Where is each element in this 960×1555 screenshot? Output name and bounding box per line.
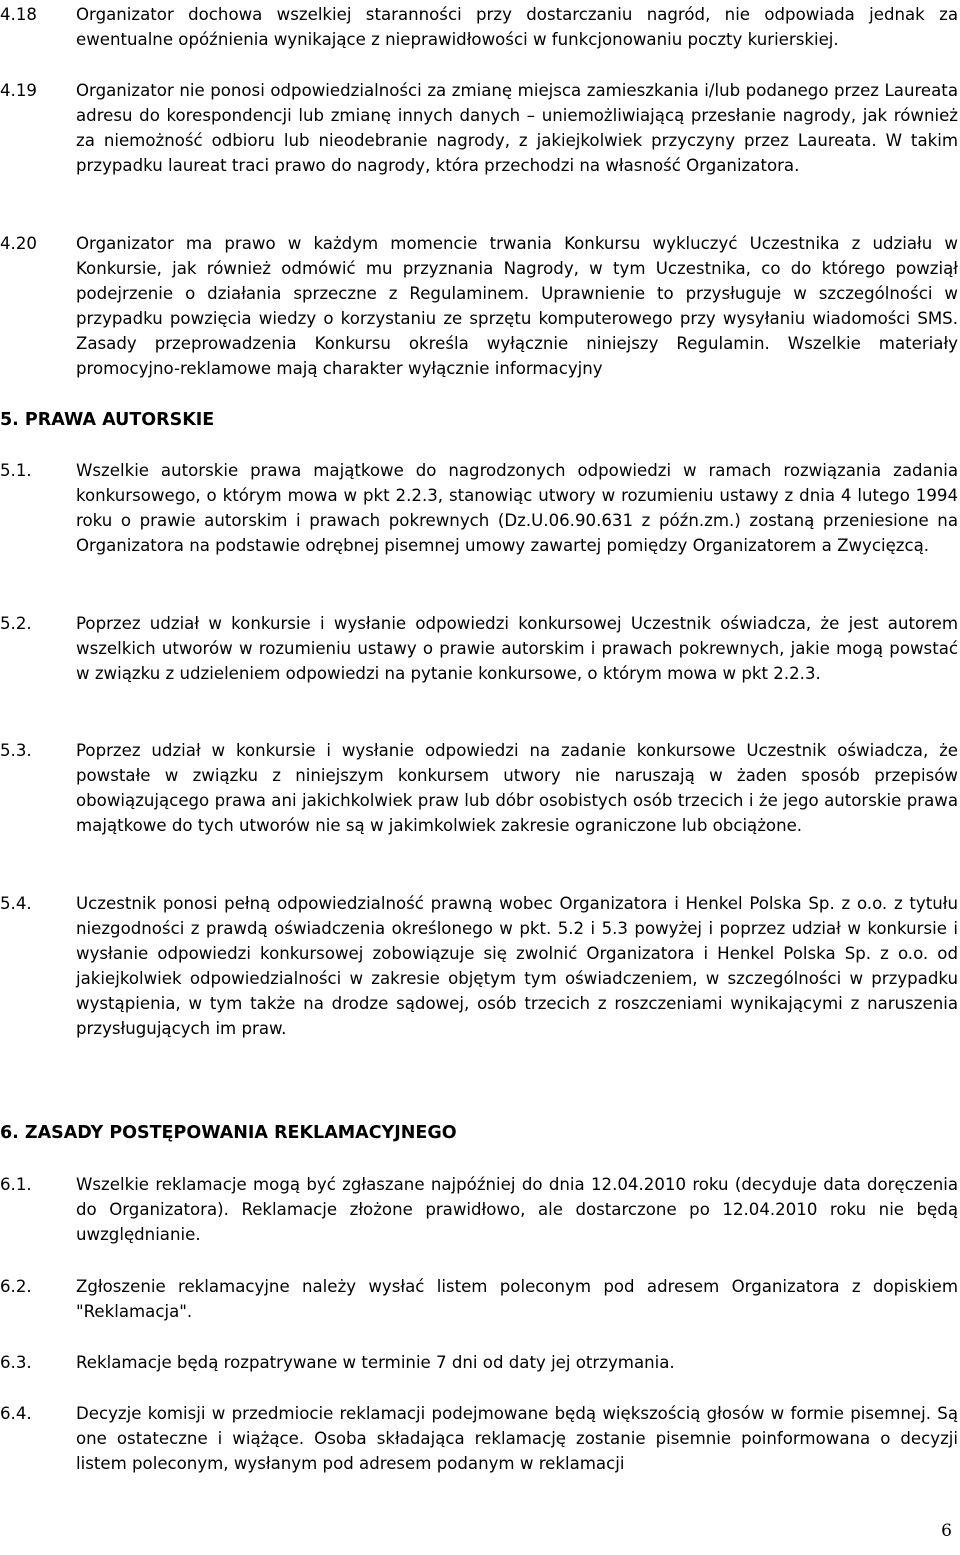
clause-5-4 [0,891,960,1041]
clause-number: 6.2. [0,1277,32,1296]
clause-number: 5.1. [0,461,32,480]
clause-text: Reklamacje będą rozpatrywane w terminie 7 dni od daty jej otrzymania. [76,1353,675,1372]
clause-5-3 [0,738,960,838]
clause-number: 6.1. [0,1175,32,1194]
clause-text: Decyzje komisji w przedmiocie reklamacji podejmowane będą większością głosów w formie pisemnej. Są one ostateczne i wiążące. Osoba składająca reklamację zostanie pisemnie poinformowana o decyzji listem poleconym, wysłanym pod adresem podanym w reklamacji [76,1404,958,1473]
page-number: 6 [941,1521,952,1541]
clause-6-1 [0,1172,960,1247]
clause-text: Organizator ma prawo w każdym momencie trwania Konkursu wykluczyć Uczestnika z udziału w Konkursie, jak również odmówić mu przyznania Nagrody, w tym Uczestnika, co do którego powziął podejrzenie o działania sprzeczne z Regulaminem. Uprawnienie to przysługuje w szczególności w przypadku powzięcia wiedzy o korzystaniu ze sprzętu komputerowego przy wysyłaniu wiadomości SMS. Zasady przeprowadzenia Konkursu określa wyłącznie niniejszy Regulamin. Wszelkie materiały promocyjno-reklamowe mają charakter wyłącznie informacyjny [76,234,958,378]
clause-text: Organizator nie ponosi odpowiedzialności za zmianę miejsca zamieszkania i/lub podanego przez Laureata adresu do korespondencji lub zmianę innych danych – uniemożliwiającą przesłanie nagrody, jak również za niemożność odbioru lub nieodebranie nagrody, z jakiejkolwiek przyczyny przez Laureata. W takim przypadku laureat traci prawo do nagrody, która przechodzi na własność Organizatora. [76,81,958,175]
clause-text: Wszelkie autorskie prawa majątkowe do nagrodzonych odpowiedzi w ramach rozwiązania zadania konkursowego, o którym mowa w pkt 2.2.3, stanowiąc utwory w rozumieniu ustawy z dnia 4 lutego 1994 roku o prawie autorskim i prawach pokrewnych (Dz.U.06.90.631 z późn.zm.) zostaną przeniesione na Organizatora na podstawie odrębnej pisemnej umowy zawartej pomiędzy Organizatorem a Zwycięzcą. [76,461,958,555]
section-5-heading: 5. PRAWA AUTORSKIE [0,410,215,430]
clause-number: 4.19 [0,81,37,100]
section-6-heading: 6. ZASADY POSTĘPOWANIA REKLAMACYJNEGO [0,1123,457,1143]
clause-text: Uczestnik ponosi pełną odpowiedzialność prawną wobec Organizatora i Henkel Polska Sp. z o.o. z tytułu niezgodności z prawdą oświadczenia określonego w pkt. 5.2 i 5.3 powyżej i poprzez udział w konkursie i wysłanie odpowiedzi konkursowej zobowiązuje się zwolnić Organizatora i Henkel Polska Sp. z o.o. od jakiejkolwiek odpowiedzialności w zakresie objętym tym oświadczeniem, w szczególności w przypadku wystąpienia, w tym także na drodze sądowej, osób trzecich z roszczeniami wynikającymi z naruszenia przysługujących im praw. [76,894,958,1038]
clause-4-19 [0,78,960,178]
clause-number: 5.4. [0,894,32,913]
clause-6-2 [0,1274,960,1324]
clause-number: 5.2. [0,614,32,633]
clause-number: 4.18 [0,5,37,24]
clause-text: Poprzez udział w konkursie i wysłanie odpowiedzi na zadanie konkursowe Uczestnik oświadcza, że powstałe w związku z niniejszym konkursem utwory nie naruszają w żaden sposób przepisów obowiązującego prawa ani jakichkolwiek praw lub dóbr osobistych osób trzecich i że jego autorskie prawa majątkowe do tych utworów nie są w jakimkolwiek zakresie ograniczone lub obciążone. [76,741,958,835]
clause-4-18 [0,2,960,52]
clause-text: Poprzez udział w konkursie i wysłanie odpowiedzi konkursowej Uczestnik oświadcza, że jest autorem wszelkich utworów w rozumieniu ustawy o prawie autorskim i prawach pokrewnych, jakie mogą powstać w związku z udzieleniem odpowiedzi na pytanie konkursowe, o którym mowa w pkt 2.2.3. [76,614,958,683]
clause-number: 4.20 [0,234,37,253]
clause-number: 5.3. [0,741,32,760]
clause-number: 6.3. [0,1353,32,1372]
clause-number: 6.4. [0,1404,32,1423]
clause-text: Wszelkie reklamacje mogą być zgłaszane najpóźniej do dnia 12.04.2010 roku (decyduje data doręczenia do Organizatora). Reklamacje złożone prawidłowo, ale dostarczone po 12.04.2010 roku nie będą uwzględnianie. [76,1175,958,1244]
clause-6-4 [0,1401,960,1476]
clause-5-1 [0,458,960,558]
clause-text: Organizator dochowa wszelkiej staranności przy dostarczaniu nagród, nie odpowiada jednak za ewentualne opóźnienia wynikające z nieprawidłowości w funkcjonowaniu poczty kurierskiej. [76,5,958,49]
clause-text: Zgłoszenie reklamacyjne należy wysłać listem poleconym pod adresem Organizatora z dopiskiem "Reklamacja". [76,1277,958,1321]
clause-5-2 [0,611,960,686]
clause-6-3 [0,1350,960,1375]
clause-4-20 [0,231,960,381]
